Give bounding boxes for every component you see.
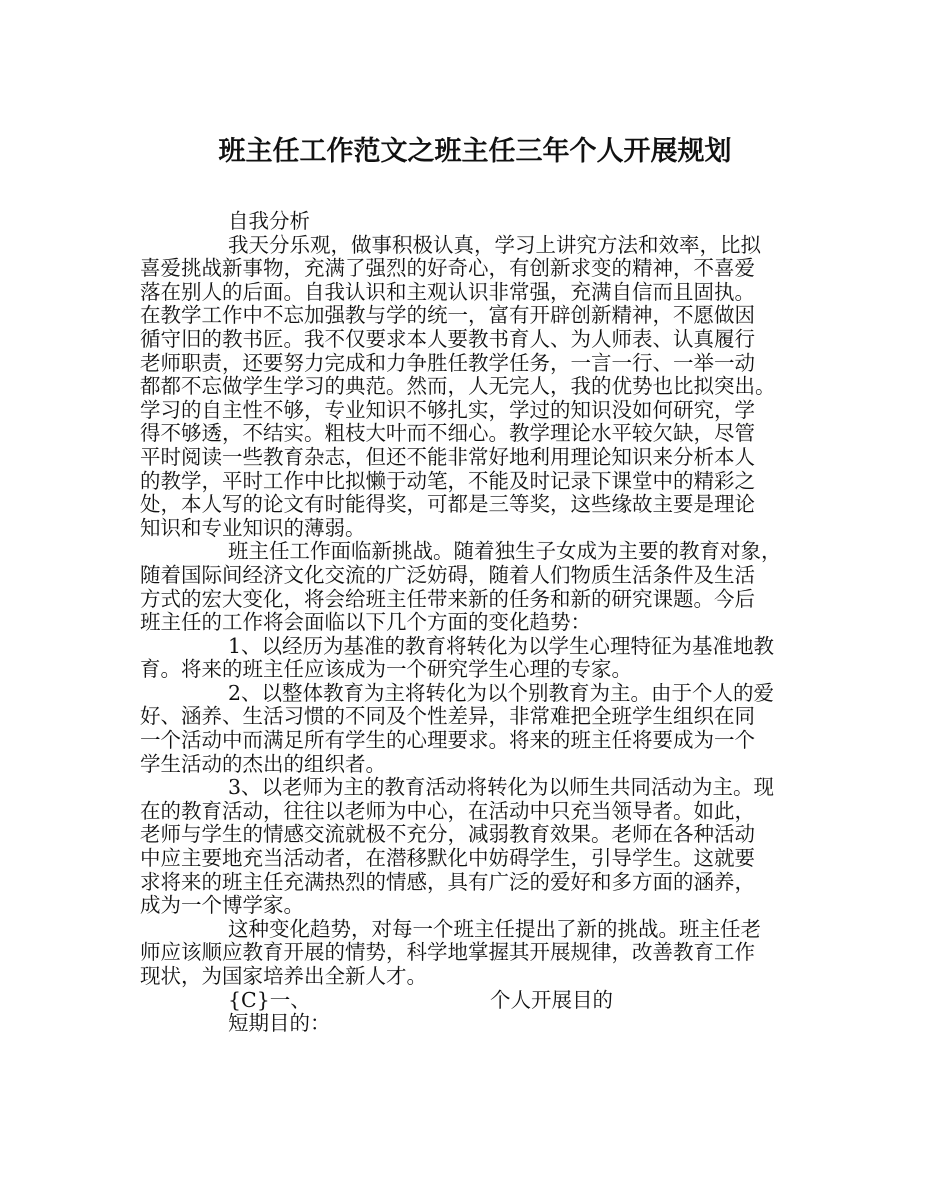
paragraph-line: 一个活动中而满足所有学生的心理要求。将来的班主任将要成为一个 xyxy=(140,728,755,753)
document-title: 班主任工作范文之班主任三年个人开展规划 xyxy=(218,136,732,167)
paragraph-line: 学生活动的杰出的组织者。 xyxy=(140,751,386,776)
paragraph-line: 成为一个博学家。 xyxy=(140,893,304,918)
paragraph-line: 1、以经历为基准的教育将转化为以学生心理特征为基准地教 xyxy=(228,633,775,658)
section-number: {C}一、 xyxy=(228,987,311,1012)
paragraph-line: 育。将来的班主任应该成为一个研究学生心理的专家。 xyxy=(140,657,632,682)
paragraph-line: 班主任工作面临新挑战。随着独生子女成为主要的教育对象， xyxy=(228,539,782,564)
section-heading xyxy=(140,989,830,1013)
paragraph-line: 老师与学生的情感交流就极不充分，减弱教育效果。老师在各种活动 xyxy=(140,822,755,847)
paragraph-line: 2、以整体教育为主将转化为以个别教育为主。由于个人的爱 xyxy=(228,680,775,705)
paragraph-line: 班主任的工作将会面临以下几个方面的变化趋势： xyxy=(140,610,591,635)
paragraph-line: 这种变化趋势，对每一个班主任提出了新的挑战。班主任老 xyxy=(228,916,761,941)
paragraph-line: 老师职责，还要努力完成和力争胜任教学任务，一言一行、一举一动 xyxy=(140,350,755,375)
paragraph-line: 学习的自主性不够，专业知识不够扎实，学过的知识没如何研究，学 xyxy=(140,397,755,422)
paragraph-line: 得不够透，不结实。粗枝大叶而不细心。教学理论水平较欠缺，尽管 xyxy=(140,421,755,446)
paragraph-line: 在的教育活动，往往以老师为中心，在活动中只充当领导者。如此， xyxy=(140,798,755,823)
paragraph-line: 循守旧的教书匠。我不仅要求本人要教书育人、为人师表、认真履行 xyxy=(140,326,755,351)
paragraph-line: 中应主要地充当活动者，在潜移默化中妨碍学生，引导学生。这就要 xyxy=(140,846,755,871)
paragraph-line: 都都不忘做学生学习的典范。然而，人无完人，我的优势也比拟突出。 xyxy=(140,374,776,399)
paragraph-line: 喜爱挑战新事物，充满了强烈的好奇心，有创新求变的精神，不喜爱 xyxy=(140,256,755,281)
paragraph-line: 在教学工作中不忘加强教与学的统一，富有开辟创新精神，不愿做因 xyxy=(140,303,755,328)
subsection-label: 短期目的： xyxy=(228,1011,331,1036)
paragraph-line: 现状，为国家培养出全新人才。 xyxy=(140,964,427,988)
paragraph-line: 方式的宏大变化，将会给班主任带来新的任务和新的研究课题。今后 xyxy=(140,586,755,611)
paragraph-line: 好、涵养、生活习惯的不同及个性差异，非常难把全班学生组织在同 xyxy=(140,704,755,729)
paragraph-line: 我天分乐观，做事积极认真，学习上讲究方法和效率，比拟 xyxy=(228,232,761,257)
section-heading-text: 个人开展目的 xyxy=(490,987,613,1012)
paragraph-line: 3、以老师为主的教育活动将转化为以师生共同活动为主。现 xyxy=(228,775,775,800)
document-body xyxy=(140,210,830,1036)
paragraph-line: 落在别人的后面。自我认识和主观认识非常强，充满自信而且固执。 xyxy=(140,279,755,304)
paragraph-line: 知识和专业知识的薄弱。 xyxy=(140,515,366,540)
paragraph-line: 随着国际间经济文化交流的广泛妨碍，随着人们物质生活条件及生活 xyxy=(140,562,755,587)
paragraph-line: 师应该顺应教育开展的情势，科学地掌握其开展规律，改善教育工作 xyxy=(140,940,755,965)
paragraph-line: 处，本人写的论文有时能得奖，可都是三等奖，这些缘故主要是理论 xyxy=(140,492,755,517)
paragraph-line: 自我分析 xyxy=(228,209,310,233)
paragraph-line: 求将来的班主任充满热烈的情感，具有广泛的爱好和多方面的涵养， xyxy=(140,869,755,894)
paragraph-line: 的教学，平时工作中比拟懒于动笔，不能及时记录下课堂中的精彩之 xyxy=(140,468,755,493)
paragraph-line: 平时阅读一些教育杂志，但还不能非常好地利用理论知识来分析本人 xyxy=(140,444,755,469)
